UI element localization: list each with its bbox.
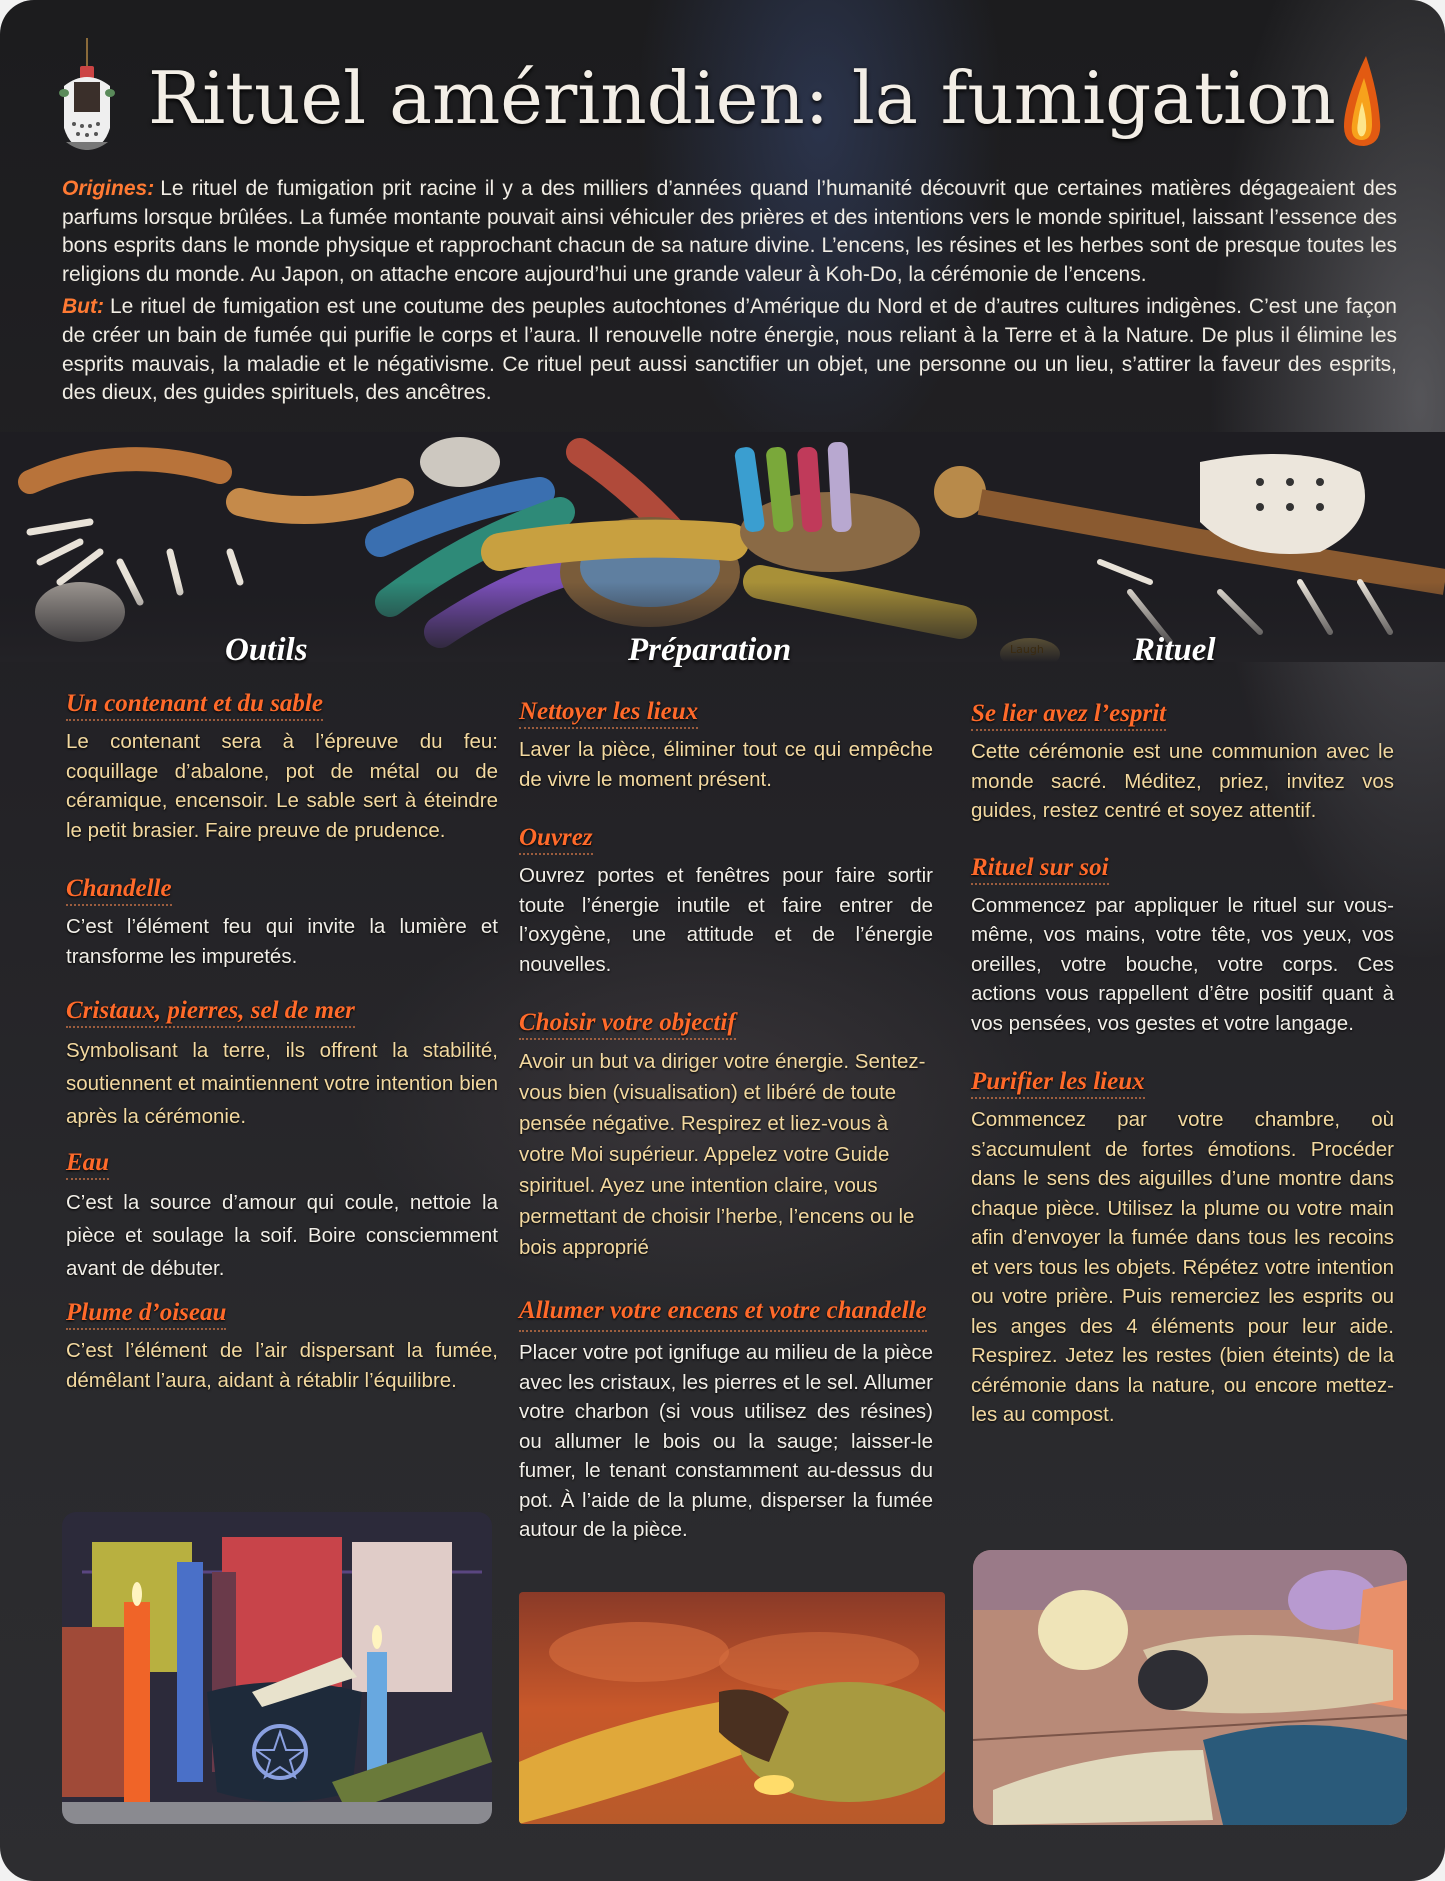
column-heading-rituel: Rituel [1133, 632, 1216, 668]
column-rituel [971, 700, 1394, 1456]
section-text: Symbolisant la terre, ils offrent la stabilité, soutiennent et maintiennent votre intention bien après la cérémonie. [66, 1039, 498, 1128]
section-text: Laver la pièce, éliminer tout ce qui empêche de vivre le moment présent. [519, 738, 933, 791]
section-title: Nettoyer les lieux [519, 698, 698, 729]
section-chandelle [66, 875, 498, 971]
origines-text: Le rituel de fumigation prit racine il y a des milliers d’années quand l’humanité découvrit que certaines matières dégageaient des parfums lorsque brûlées. La fumée montante pouvait ainsi véhiculer des prières et des intentions vers le monde spirituel, laissant l’essence des bons esprits dans le monde physique et rapprochant chacun de sa nature divine. L’encens, les résines et les herbes sont de presque toutes les religions du monde. Au Japon, on attache encore aujourd’hui une grande valeur à Koh-Do, la cérémonie de l’encens. [62, 177, 1397, 286]
column-heading-outils: Outils [225, 632, 308, 668]
column-heading-preparation: Préparation [628, 632, 792, 668]
header [0, 38, 1445, 148]
section-text: C’est l’élément de l’air dispersant la fumée, démêlant l’aura, aidant à rétablir l’équilibre. [66, 1339, 498, 1392]
section-title: Eau [66, 1149, 109, 1180]
section-ouvrez [519, 824, 933, 979]
flame-icon [1338, 52, 1384, 148]
section-title: Allumer votre encens et votre chandelle [519, 1293, 927, 1332]
section-text: C’est l’élément feu qui invite la lumière et transforme les impuretés. [66, 915, 498, 968]
section-nettoyer [519, 698, 933, 794]
sage-bundles-and-crystals-photo [973, 1550, 1407, 1825]
but-paragraph [62, 293, 1397, 407]
but-label: But: [62, 295, 104, 319]
page-title: Rituel amérindien: la fumigation [148, 56, 1336, 140]
section-rituel-sur-soi [971, 854, 1394, 1039]
section-title: Un contenant et du sable [66, 690, 323, 721]
smudge-tools-banner-image [0, 432, 1445, 662]
candles-and-cauldron-photo [62, 1512, 492, 1824]
section-text: C’est la source d’amour qui coule, nettoie la pièce et soulage la soif. Boire consciemment avant de débuter. [66, 1191, 498, 1280]
dreamcatcher-talisman-icon [56, 38, 118, 158]
section-text: Commencez par appliquer le rituel sur vous-même, vos mains, votre tête, vos yeux, vos oreilles, votre bouche, votre corps. Ces actions vous rappellent d’être positif quant à vos pensées, vos gestes et votre langage. [971, 893, 1394, 1035]
origines-paragraph [62, 175, 1397, 289]
section-cristaux [66, 997, 498, 1133]
section-title: Plume d’oiseau [66, 1299, 226, 1330]
section-se-lier [971, 700, 1394, 826]
section-title: Ouvrez [519, 824, 593, 855]
section-title: Se lier avez l’esprit [971, 700, 1166, 731]
section-text: Placer votre pot ignifuge au milieu de la pièce avec les cristaux, les pierres et le sel. Allumer votre charbon (si vous utilisez des résines) ou allumer le bois ou la sauge; laisser-le fumer, le tenant constamment au-dessus du pot. À l’aide de la plume, disperser la fumée autour de la pièce. [519, 1341, 933, 1541]
section-text: Avoir un but va diriger votre énergie. Sentez-vous bien (visualisation) et libéré de toute pensée négative. Respirez et liez-vous à votre Moi supérieur. Appelez votre Guide spirituel. Ayez une intention claire, vous permettant de choisir l’herbe, l’encens ou le bois approprié [519, 1050, 926, 1259]
section-title: Cristaux, pierres, sel de mer [66, 997, 355, 1028]
intro-text [62, 175, 1397, 412]
section-text: Commencez par votre chambre, où s’accumulent de fortes émotions. Procéder dans le sens des aiguilles d’une montre dans chaque pièce. Utilisez la plume ou votre main afin d’envoyer la fumée dans tous les recoins et vers tous les objets. Répétez votre intention ou votre prière. Puis remerciez les esprits ou les anges des 4 éléments pour leur aide. Respirez. Jetez les restes (bien éteints) de la cérémonie dans la nature, ou encore mettez-les au compost. [971, 1108, 1394, 1426]
section-title: Purifier les lieux [971, 1068, 1145, 1099]
column-preparation [519, 698, 933, 1571]
section-allumer [519, 1293, 933, 1545]
section-title: Rituel sur soi [971, 854, 1109, 885]
section-text: Ouvrez portes et fenêtres pour faire sortir toute l’énergie inutile et faire entrer de l’oxygène, une attitude et de l’énergie nouvelles. [519, 864, 933, 976]
burning-sage-photo [519, 1592, 945, 1824]
section-contenant [66, 690, 498, 845]
section-plume [66, 1299, 498, 1395]
origines-label: Origines: [62, 177, 155, 200]
column-outils [66, 690, 498, 1421]
section-eau [66, 1149, 498, 1285]
section-title: Chandelle [66, 875, 172, 906]
but-text: Le rituel de fumigation est une coutume des peuples autochtones d’Amérique du Nord et de d’autres cultures indigènes. C’est une façon de créer un bain de fumée qui purifie le corps et l’aura. Il renouvelle notre énergie, nous reliant à la Terre et à la Nature. De plus il élimine les esprits mauvais, la maladie et le négativisme. Ce rituel peut aussi sanctifier un objet, une personne ou un lieu, s’attirer la faveur des esprits, des dieux, des guides spirituels, des ancêtres. [62, 295, 1397, 405]
section-title: Choisir votre objectif [519, 1009, 736, 1040]
section-objectif [519, 1009, 933, 1263]
section-text: Le contenant sera à l’épreuve du feu: coquillage d’abalone, pot de métal ou de céramique, encensoir. Le sable sert à éteindre le petit brasier. Faire preuve de prudence. [66, 730, 498, 842]
section-purifier [971, 1068, 1394, 1430]
laugh-stone-label: Laugh [1010, 643, 1044, 656]
section-text: Cette cérémonie est une communion avec le monde sacré. Méditez, priez, invitez vos guides, restez centré et soyez attentif. [971, 740, 1394, 822]
